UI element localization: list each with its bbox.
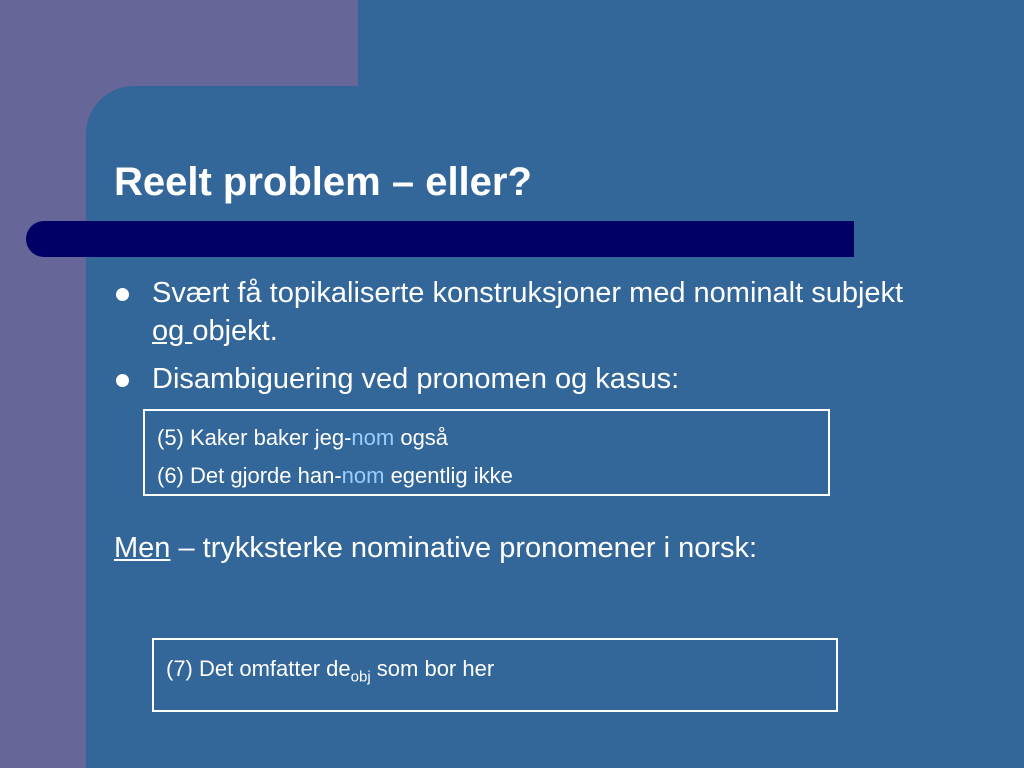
example-suffix: også — [394, 425, 449, 450]
example-prefix: (6) Det gjorde han- — [157, 463, 342, 488]
example-suffix: egentlig ikke — [384, 463, 513, 488]
bullet-underlined-text: og — [152, 315, 193, 347]
bullet-text: Disambiguering ved pronomen og kasus: — [152, 363, 680, 395]
example-line — [157, 419, 816, 457]
example-line — [166, 650, 824, 696]
example-suffix: som bor her — [370, 656, 495, 681]
case-marker: nom — [351, 425, 395, 450]
men-statement — [114, 530, 814, 566]
example-line — [157, 457, 816, 495]
bullet-item — [114, 274, 934, 350]
bullet-dot-icon — [116, 374, 129, 387]
men-rest: – trykksterke nominative pronomener i norsk: — [170, 532, 758, 564]
bullet-item — [114, 360, 934, 398]
bullet-text-end: objekt. — [192, 315, 278, 347]
example-prefix: (5) Kaker baker jeg- — [157, 425, 352, 450]
men-underlined: Men — [114, 532, 171, 564]
case-marker: nom — [341, 463, 385, 488]
left-strip — [0, 86, 86, 768]
example-box-2 — [152, 638, 838, 712]
bullet-dot-icon — [116, 288, 129, 301]
bullet-text: Svært få topikaliserte konstruksjoner med nominalt subjekt — [152, 277, 904, 309]
slide-title: Reelt problem – eller? — [114, 160, 532, 204]
title-divider-bar — [26, 221, 854, 257]
example-box-1 — [143, 409, 830, 496]
example-subscript: obj — [350, 668, 371, 686]
example-prefix: (7) Det omfatter de — [166, 656, 351, 681]
bullet-list — [114, 274, 934, 408]
